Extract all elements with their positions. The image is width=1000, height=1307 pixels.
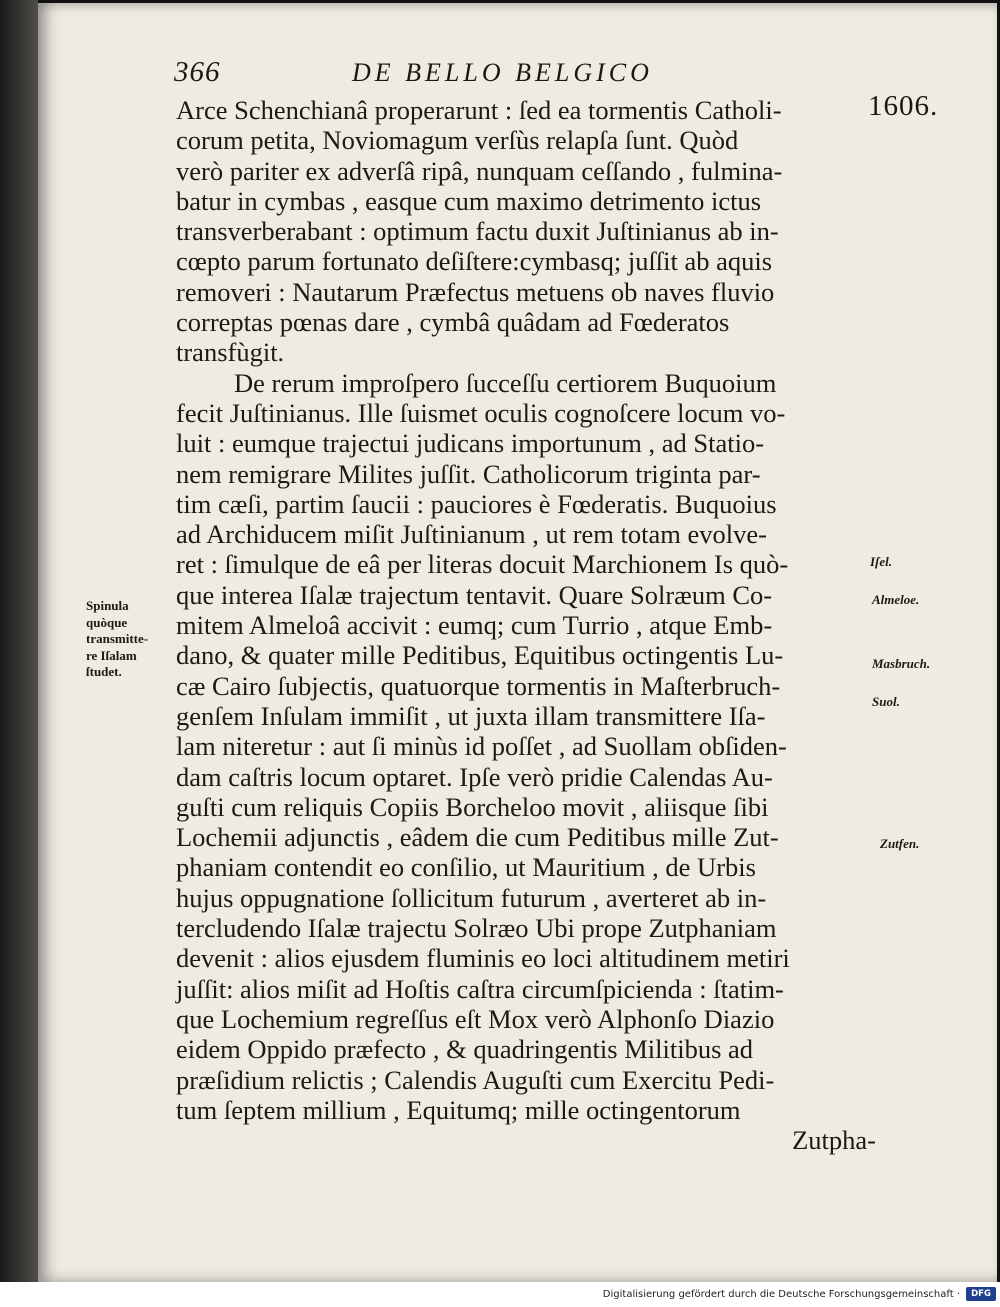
body-line: guſti cum reliquis Copiis Borcheloo movit , aliisque ſibi	[176, 791, 769, 822]
year-margin-note: 1606.	[868, 90, 939, 122]
body-line: dano, & quater mille Peditibus, Equitibus octingentis Lu-	[176, 640, 784, 671]
body-line: nem remigrare Milites juſſit. Catholicorum triginta par-	[176, 458, 761, 489]
side-note-line: transmitte-	[86, 631, 149, 646]
body-line: ret : ſimulque de eâ per literas docuit Marchionem Is quò-	[176, 549, 789, 580]
body-line: verò pariter ex adverſâ ripâ, nunquam ceſſando , fulmina-	[176, 155, 783, 186]
side-note-line: re Iſalam	[86, 647, 137, 663]
margin-note-suol: Suol.	[872, 694, 900, 709]
body-line: tum ſeptem millium , Equitumq; mille octingentorum	[176, 1094, 741, 1125]
margin-note-masbruch: Masbruch.	[872, 656, 931, 671]
body-line: juſſit: alios miſit ad Hoſtis caſtra circumſpicienda : ſtatim-	[176, 973, 784, 1004]
body-line: removeri : Nautarum Præfectus metuens ob naves fluvio	[176, 276, 775, 307]
body-line: tercludendo Iſalæ trajectu Solræo Ubi prope Zutphaniam	[176, 913, 777, 944]
body-line: corum petita, Noviomagum verſùs relapſa ſunt. Quòd	[176, 125, 739, 156]
body-line: que interea Iſalæ trajectum tentavit. Quare Solræum Co-	[176, 579, 773, 610]
body-line: dam caſtris locum optaret. Ipſe verò pridie Calendas Au-	[176, 761, 773, 792]
body-line: eidem Oppido præfecto , & quadringentis Militibus ad	[176, 1034, 754, 1065]
margin-note-isel: Iſel.	[870, 554, 893, 569]
body-line: luit : eumque trajectui judicans importunum , ad Statio-	[176, 428, 765, 459]
body-line: cæ Cairo ſubjectis, quatuorque tormentis in Maſterbruch-	[176, 670, 781, 701]
body-line: mitem Almeloâ accivit : eumq; cum Turrio , atque Emb-	[176, 610, 773, 641]
facing-page-bleed	[0, 480, 38, 560]
body-text	[176, 95, 876, 1155]
body-line: fecit Juſtinianus. Ille ſuismet oculis cognoſcere locum vo-	[176, 397, 786, 428]
dfg-logo: DFG	[966, 1287, 996, 1301]
top-border	[38, 0, 1000, 3]
body-line: ad Archiducem miſit Juſtinianum , ut rem totam evolve-	[176, 519, 767, 550]
body-line: que Lochemium regreſſus eſt Mox verò Alphonſo Diazio	[176, 1003, 775, 1034]
side-note-left	[86, 598, 186, 681]
side-note-line: Spinula	[86, 598, 129, 613]
funding-credit: Digitalisierung gefördert durch die Deutsche Forschungsgemeinschaft ·	[602, 1289, 960, 1300]
footer-bar	[0, 1282, 1000, 1307]
body-line: correptas pœnas dare , cymbâ quâdam ad Fœderatos	[176, 307, 730, 338]
body-line: batur in cymbas , easque cum maximo detrimento ictus	[176, 185, 762, 216]
body-line: De rerum improſpero ſucceſſu certiorem Buquoium	[234, 367, 777, 398]
running-title: DE BELLO BELGICO	[352, 58, 653, 87]
body-line: genſem Inſulam immiſit , ut juxta illam transmittere Iſa-	[176, 700, 766, 731]
book-page	[38, 0, 1000, 1282]
body-line: phaniam contendit eo conſilio, ut Mauritium , de Urbis	[176, 852, 756, 883]
page-header	[174, 56, 694, 96]
side-note-line: quòque	[86, 614, 128, 630]
body-line: transfùgit.	[176, 337, 285, 368]
body-line: transverberabant : optimum factu duxit Juſtinianus ab in-	[176, 216, 779, 247]
body-line: præſidium relictis ; Calendis Auguſti cum Exercitu Pedi-	[176, 1064, 775, 1095]
body-line: devenit : alios ejusdem fluminis eo loci altitudinem metiri	[176, 943, 790, 974]
side-note-line: ſtudet.	[86, 664, 122, 679]
body-line: tim cæſi, partim ſaucii : pauciores è Fœderatis. Buquoius	[176, 488, 777, 519]
body-line: hujus oppugnatione ſollicitum futurum , averteret ab in-	[176, 882, 767, 913]
margin-note-almeloe: Almeloe.	[872, 592, 920, 607]
body-line: cœpto parum fortunato deſiſtere:cymbasq; juſſit ab aquis	[176, 246, 773, 277]
scan-left-edge	[0, 0, 40, 1282]
body-line: Lochemii adjunctis , eâdem die cum Peditibus mille Zut-	[176, 822, 779, 853]
body-line: lam niteretur : aut ſi minùs id poſſet , ad Suollam obſiden-	[176, 731, 787, 762]
page-number: 366	[174, 56, 221, 88]
body-line: Arce Schenchianâ properarunt : ſed ea tormentis Catholi-	[176, 95, 782, 125]
catchword: Zutpha-	[792, 1125, 876, 1156]
margin-note-zutfen: Zutfen.	[880, 836, 920, 851]
